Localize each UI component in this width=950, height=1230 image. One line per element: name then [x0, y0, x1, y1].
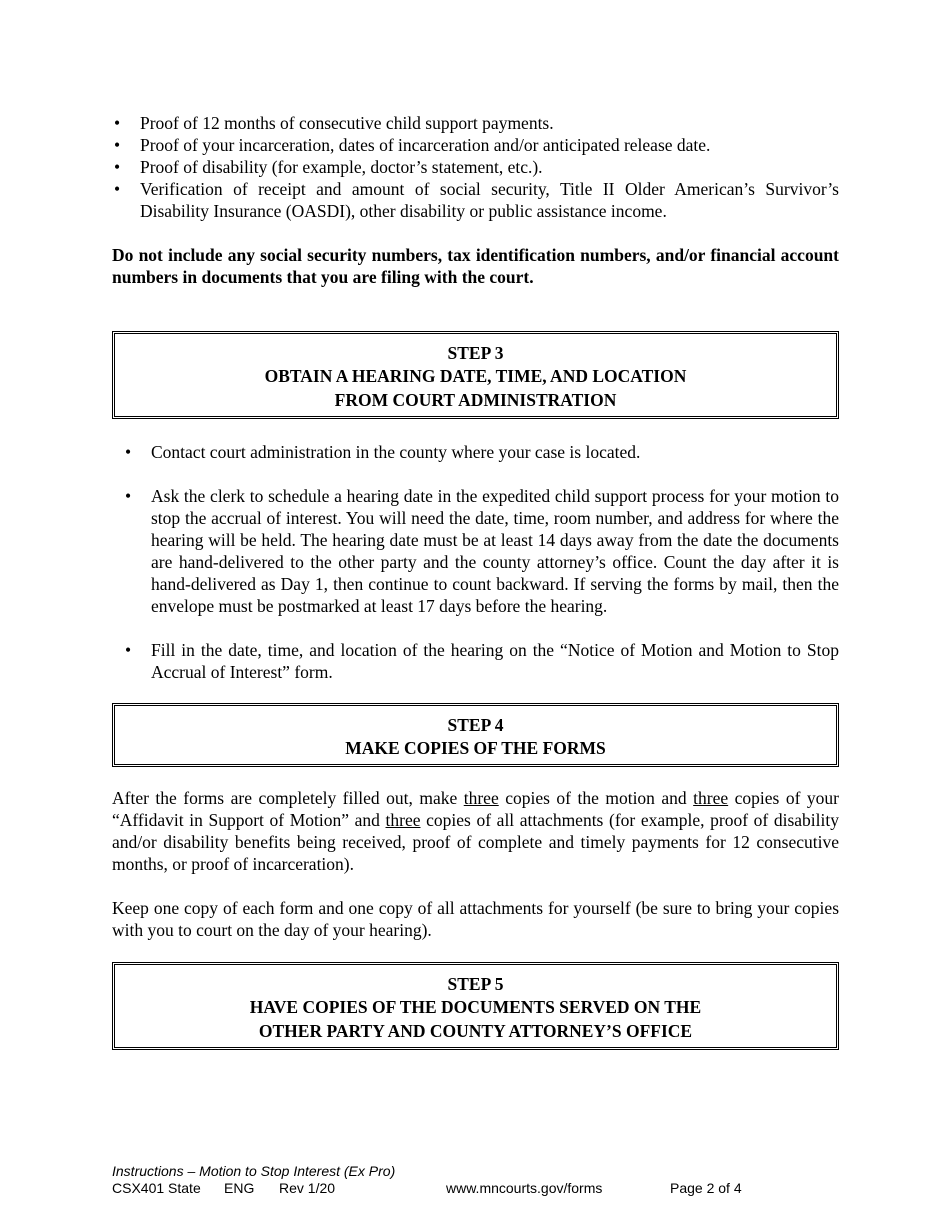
step-3-list [112, 441, 839, 683]
underlined-text: three [385, 810, 421, 830]
text-run: copies of your “Affidavit in Support of Motion” and [112, 788, 839, 830]
step-4-paragraph-1 [112, 787, 839, 875]
text-run: copies of the motion and [498, 788, 694, 808]
footer-revision: Rev 1/20 [279, 1180, 336, 1196]
step-4-header [112, 703, 839, 767]
list-item: • Ask the clerk to schedule a hearing date in the expedited child support process for your motion to stop the accrual of interest. You will need the date, time, room number, and address for where the hearing will be held. The hearing date must be at least 14 days away from the date the documents are hand-delivered to the other party and the county attorney’s office. Count the day after it is hand-delivered as Day 1, then continue to count backward. If serving the forms by mail, then the envelope must be postmarked at least 17 days before the hearing. [112, 485, 839, 617]
footer-meta-row [112, 1180, 812, 1197]
list-item: • Verification of receipt and amount of social security, Title II Older American’s Survivor’s Disability Insurance (OASDI), other disability or public assistance income. [112, 178, 839, 222]
step-4-paragraph-2: Keep one copy of each form and one copy of all attachments for yourself (be sure to bring your copies with you to court on the day of your hearing). [112, 898, 839, 940]
list-item: • Proof of 12 months of consecutive child support payments. [112, 112, 839, 134]
text-run: After the forms are completely filled out, make [112, 788, 464, 808]
list-item: • Proof of your incarceration, dates of incarceration and/or anticipated release date. [112, 134, 839, 156]
step-3-title-line-1: OBTAIN A HEARING DATE, TIME, AND LOCATION [264, 366, 687, 386]
underlined-text: three [463, 788, 499, 808]
footer-title: Instructions – Motion to Stop Interest (Ex Pro) [112, 1163, 396, 1179]
list-item: • Contact court administration in the county where your case is located. [112, 441, 839, 463]
text-run: copies of all attachments (for example, proof of disability and/or disability benefits being received, proof of complete and timely payments for 12 consecutive months, or proof of incarceration). [112, 810, 839, 874]
page-footer [112, 1163, 812, 1197]
footer-page-number: Page 2 of 4 [670, 1180, 742, 1196]
step-5-title-line-1: HAVE COPIES OF THE DOCUMENTS SERVED ON THE [249, 997, 702, 1017]
step-5-header [112, 962, 839, 1050]
footer-form-id: CSX401 State [112, 1180, 201, 1196]
step-3-header [112, 331, 839, 419]
step-3-label: STEP 3 [447, 343, 504, 363]
footer-language: ENG [224, 1180, 255, 1196]
step-4-label: STEP 4 [447, 715, 504, 735]
footer-url: www.mncourts.gov/forms [446, 1180, 603, 1196]
step-5-title-line-2: OTHER PARTY AND COUNTY ATTORNEY’S OFFICE [258, 1021, 693, 1041]
step-5-label: STEP 5 [447, 974, 504, 994]
page-content [112, 112, 839, 1050]
step-4-title-line-1: MAKE COPIES OF THE FORMS [345, 738, 606, 758]
underlined-text: three [693, 788, 729, 808]
privacy-warning: Do not include any social security numbers, tax identification numbers, and/or financial account numbers in documents that you are filing with the court. [112, 245, 839, 287]
list-item: • Fill in the date, time, and location of the hearing on the “Notice of Motion and Motion to Stop Accrual of Interest” form. [112, 639, 839, 683]
requirements-list [112, 112, 839, 222]
list-item: • Proof of disability (for example, doctor’s statement, etc.). [112, 156, 839, 178]
step-3-title-line-2: FROM COURT ADMINISTRATION [334, 390, 617, 410]
